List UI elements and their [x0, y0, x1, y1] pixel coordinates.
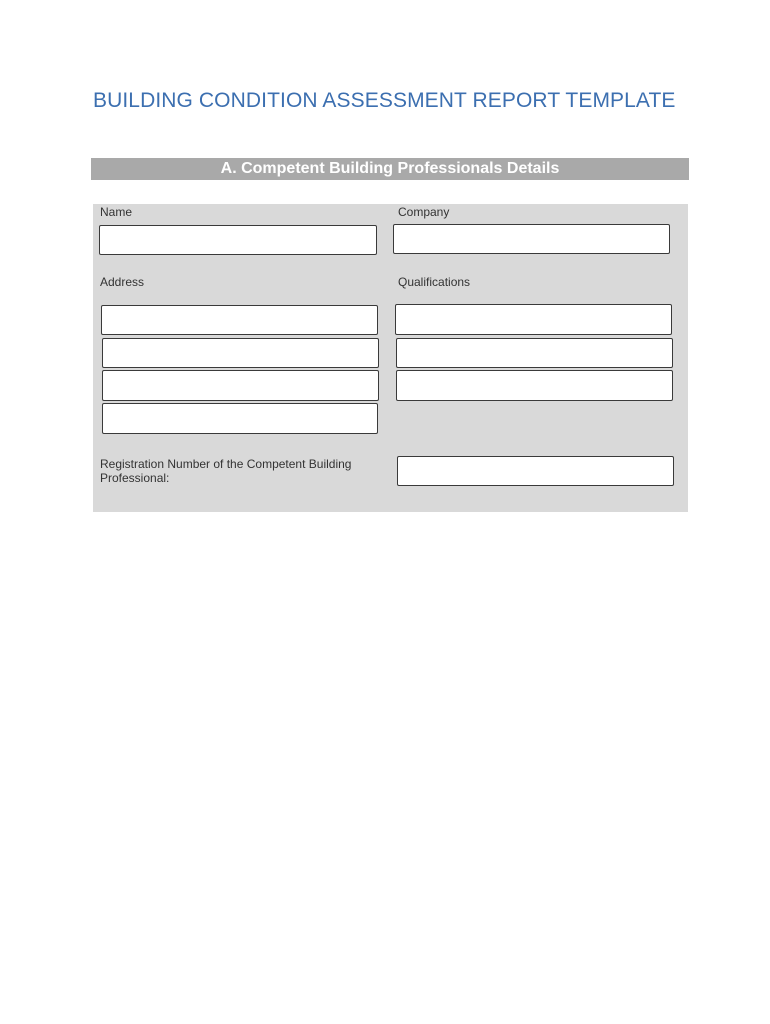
- qualifications-label: Qualifications: [398, 275, 471, 289]
- company-label: Company: [398, 205, 450, 219]
- address-line-3-field[interactable]: [102, 370, 379, 401]
- address-label: Address: [100, 275, 145, 289]
- address-line-2-field[interactable]: [102, 338, 379, 368]
- qualification-3-field[interactable]: [396, 370, 673, 401]
- qualification-1-field[interactable]: [395, 304, 672, 335]
- address-line-1-field[interactable]: [101, 305, 378, 335]
- professional-details-form: [93, 204, 688, 512]
- qualification-2-field[interactable]: [396, 338, 673, 368]
- document-title: BUILDING CONDITION ASSESSMENT REPORT TEMPLATE: [93, 89, 676, 112]
- registration-number-label: Registration Number of the Competent Building Professional:: [100, 457, 352, 485]
- registration-number-field[interactable]: [397, 456, 674, 486]
- name-label: Name: [100, 205, 133, 219]
- company-field[interactable]: [393, 224, 670, 254]
- name-field[interactable]: [99, 225, 377, 255]
- section-header: A. Competent Building Professionals Details: [91, 158, 689, 180]
- address-line-4-field[interactable]: [102, 403, 378, 434]
